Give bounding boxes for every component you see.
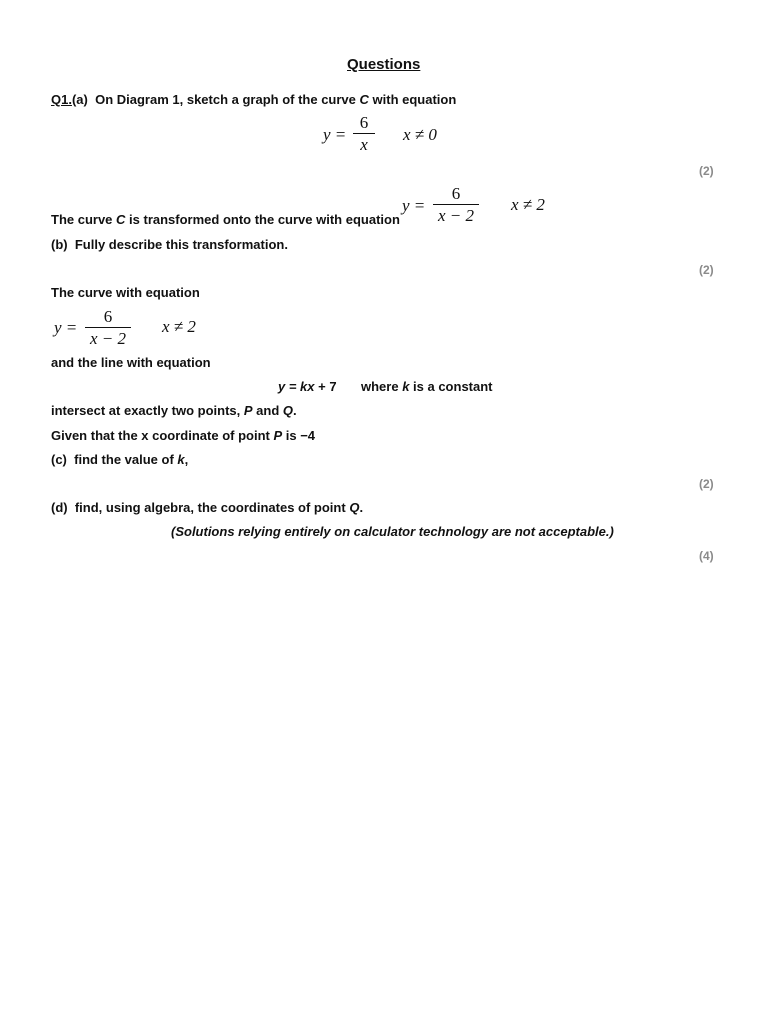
points-and: and — [252, 403, 283, 418]
given-prefix: Given that the x coordinate of point — [51, 428, 274, 443]
part-d-text-prefix: find, using algebra, the coordinates of point — [74, 500, 350, 515]
transform-text-prefix: The curve — [51, 212, 117, 227]
equation-a-lhs — [323, 125, 346, 145]
part-b-line — [51, 237, 288, 253]
part-c-line — [51, 452, 188, 468]
part-a-curve-name: C — [359, 92, 369, 107]
line-k: k — [402, 379, 410, 394]
marks-part-a: (2) — [699, 164, 714, 178]
equation-transform-denominator: x − 2 — [437, 206, 475, 225]
equation-intersection-fraction — [85, 307, 131, 348]
line-constant: is a constant — [409, 379, 493, 394]
given-suffix: is −4 — [282, 428, 316, 443]
line-intro: and the line with equation — [51, 355, 211, 370]
intersection-intro: The curve with equation — [51, 285, 200, 300]
part-d-line — [51, 500, 363, 516]
transform-curve-name: C — [116, 212, 126, 227]
part-a-text-prefix: On Diagram 1, sketch a graph of the curve — [95, 92, 360, 107]
equation-a-condition-text: x ≠ 0 — [403, 125, 437, 144]
equation-intersection-denominator: x − 2 — [89, 329, 127, 348]
part-c-text-prefix: find the value of — [74, 452, 178, 467]
equation-a-fraction — [353, 113, 375, 154]
equation-a-lhs-text: y = — [323, 125, 347, 144]
equation-intersection-lhs — [54, 318, 77, 338]
equation-intersection-numerator: 6 — [103, 307, 113, 326]
line-constant-note — [361, 379, 493, 395]
line-equation-kx: kx — [300, 379, 315, 394]
transform-line — [51, 212, 400, 228]
question-number: Q1. — [51, 92, 72, 107]
part-c-k: k — [177, 452, 185, 467]
fraction-bar — [353, 133, 375, 134]
equation-a-condition — [403, 125, 437, 145]
equation-intersection-lhs-text: y = — [54, 318, 78, 337]
given-p: P — [273, 428, 283, 443]
part-d-q: Q — [349, 500, 360, 515]
marks-part-d: (4) — [699, 549, 714, 563]
equation-transform-condition — [511, 195, 545, 215]
point-q: Q — [282, 403, 294, 418]
equation-transform-lhs-text: y = — [402, 196, 426, 215]
line-equation — [278, 379, 337, 395]
given-line — [51, 428, 315, 444]
equation-intersection-condition-text: x ≠ 2 — [162, 317, 196, 336]
equation-transform-fraction — [433, 184, 479, 225]
part-c-label: (c) — [51, 452, 67, 467]
part-c-text-suffix: , — [184, 452, 189, 467]
fraction-bar — [433, 204, 479, 205]
equation-a-denominator: x — [360, 135, 368, 154]
equation-transform-condition-text: x ≠ 2 — [511, 195, 545, 214]
points-end: . — [293, 403, 297, 418]
line-equation-rest: + 7 — [314, 379, 337, 394]
calculator-note: (Solutions relying entirely on calculator technology are not acceptable.) — [171, 524, 614, 539]
equation-a-numerator: 6 — [359, 113, 369, 132]
marks-part-b: (2) — [699, 263, 714, 277]
transform-text-suffix: is transformed onto the curve with equation — [125, 212, 400, 227]
page-title: Questions — [347, 56, 421, 73]
part-a-label: (a) — [71, 92, 88, 107]
marks-part-c: (2) — [699, 477, 714, 491]
line-where: where — [361, 379, 403, 394]
part-d-label: (d) — [51, 500, 68, 515]
equation-transform-numerator: 6 — [451, 184, 461, 203]
fraction-bar — [85, 327, 131, 328]
points-prefix: intersect at exactly two points, — [51, 403, 244, 418]
point-p: P — [243, 403, 253, 418]
equation-intersection-condition — [162, 317, 196, 337]
part-d-text-suffix: . — [359, 500, 364, 515]
intersect-line — [51, 403, 297, 419]
part-b-text: Fully describe this transformation. — [74, 237, 288, 252]
part-b-label: (b) — [51, 237, 68, 252]
part-a-text-suffix: with equation — [368, 92, 457, 107]
part-a-line — [51, 92, 456, 108]
line-equation-lhs: y = — [278, 379, 301, 394]
equation-transform-lhs — [402, 196, 425, 216]
